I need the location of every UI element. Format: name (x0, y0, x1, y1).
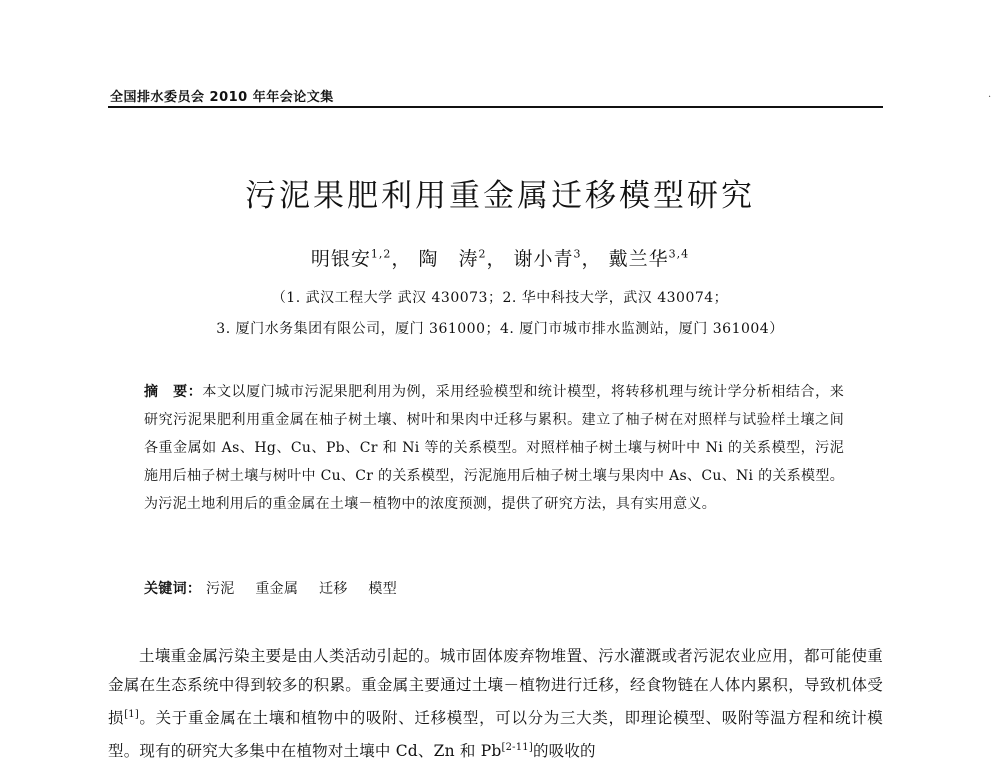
author-separator: ， (486, 248, 507, 270)
author-name: 戴兰华 (608, 248, 669, 270)
keywords-label: 关键词： (144, 581, 202, 597)
body-text: 。关于重金属在土壤和植物中的吸附、迁移模型，可以分为三大类，即理论模型、吸附等温方程和统计模型。现有的研究大多集中在植物对土壤中 Cd、Zn 和 Pb (108, 709, 883, 761)
author-list (0, 244, 1000, 271)
abstract-text: 本文以厦门城市污泥果肥利用为例，采用经验模型和统计模型，将转移机理与统计学分析相结合，来研究污泥果肥利用重金属在柚子树土壤、树叶和果肉中迁移与累积。建立了柚子树在对照样与试验样土壤之间各重金属如 As、Hg、Cu、Pb、Cr 和 Ni 等的关系模型。对照样柚子树土壤与树叶中 Ni 的关系模型，污泥施用后柚子树土壤与树叶中 Cu、Cr 的关系模型，污泥施用后柚子树土壤与果肉中 As、Cu、Ni 的关系模型。为污泥土地利用后的重金属在土壤－植物中的浓度预测，提供了研究方法，具有实用意义。 (144, 384, 844, 512)
body-text: 土壤重金属污染主要是由人类活动引起的。城市固体废弃物堆置、污水灌溉或者污泥农业应用，都可能使重金属在生态系统中得到较多的积累。重金属主要通过土壤－植物进行迁移，经食物链在人体内累积，导致机体受损 (108, 647, 883, 728)
author-affiliation-mark: 3,4 (668, 247, 690, 261)
affiliation-line: 3. 厦门水务集团有限公司，厦门 361000；4. 厦门市城市排水监测站，厦门 361004） (216, 321, 784, 337)
body-text: 的吸收的 (532, 742, 596, 761)
keyword: 迁移 (319, 581, 348, 597)
keyword: 模型 (368, 581, 397, 597)
keyword: 污泥 (205, 581, 235, 597)
author-separator: ， (581, 248, 602, 270)
citation: [1] (124, 709, 139, 720)
header-rule (108, 106, 883, 108)
paper-title: 污泥果肥利用重金属迁移模型研究 (245, 178, 755, 214)
abstract-label: 摘 要： (144, 384, 203, 400)
author-affiliation-mark: 2 (478, 247, 487, 261)
body-paragraph (108, 642, 883, 766)
author-name: 陶 涛 (418, 248, 479, 270)
keywords (144, 578, 844, 598)
author-affiliation-mark: 3 (573, 247, 582, 261)
author-affiliation-mark: 1,2 (370, 247, 392, 261)
margin-mark: · (988, 92, 992, 103)
affiliation-line: （1. 武汉工程大学 武汉 430073；2. 华中科技大学，武汉 430074； (271, 290, 729, 306)
author-name: 明银安 (310, 248, 371, 270)
keyword: 重金属 (255, 581, 299, 597)
author-name: 谢小青 (513, 248, 574, 270)
abstract (144, 378, 844, 518)
citation: [2-11] (501, 742, 533, 754)
running-header: 全国排水委员会 2010 年年会论文集 (110, 90, 334, 105)
author-separator: ， (391, 248, 412, 270)
